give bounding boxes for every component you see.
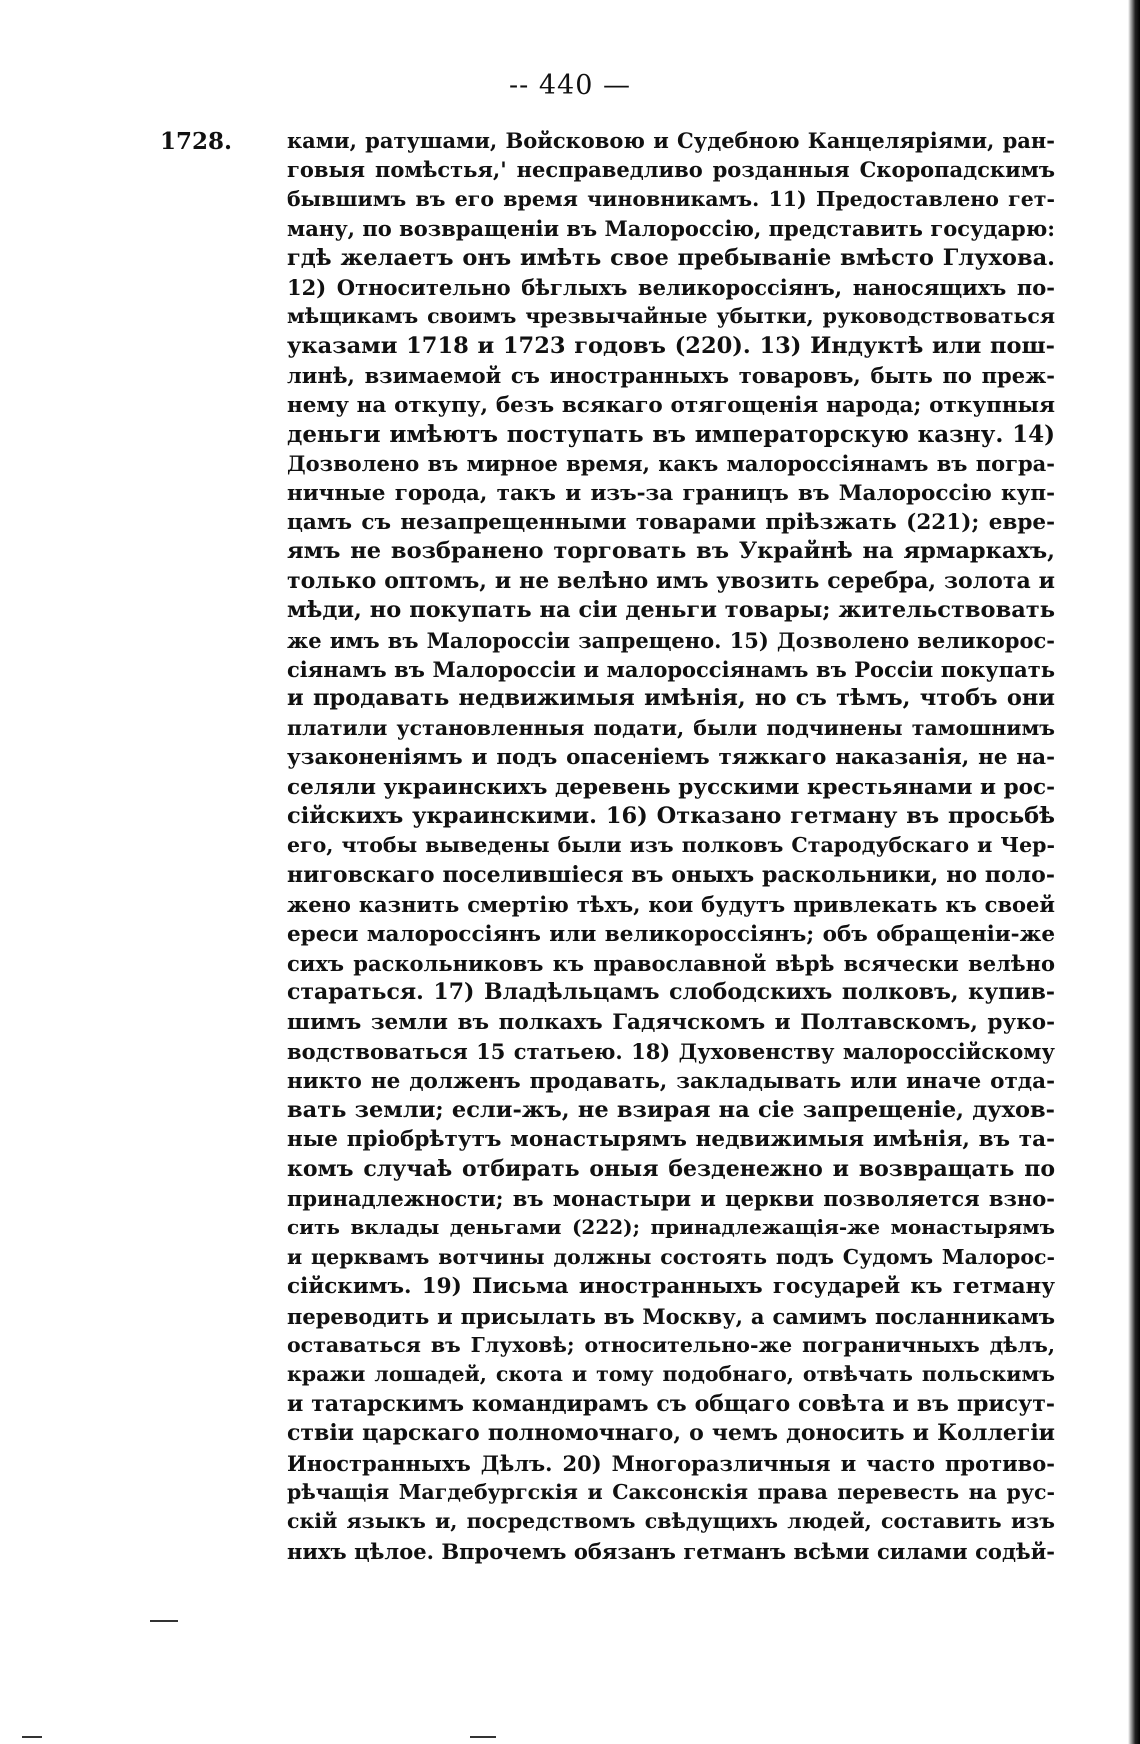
- text-line: ками, ратушами, Войсковою и Судебною Канцеляріями, ран-: [287, 128, 1055, 153]
- text-line: вать земли; если-жъ, не взирая на сіе запрещеніе, духов-: [287, 1096, 1055, 1123]
- text-line: селяли украинскихъ деревень русскими крестьянами и рос-: [287, 774, 1055, 800]
- text-line: ереси малороссіянъ или великороссіянъ; объ обращеніи-же: [287, 921, 1055, 947]
- text-line: комъ случаѣ отбирать оныя безденежно и возвращать по: [287, 1155, 1055, 1182]
- text-line: стараться. 17) Владѣльцамъ слободскихъ полковъ, купив-: [287, 979, 1055, 1006]
- text-line: переводить и присылать въ Москву, а самимъ посланникамъ: [287, 1303, 1055, 1329]
- text-line: принадлежности; въ монастыри и церкви позволяется взно-: [287, 1186, 1055, 1212]
- text-line: же имъ въ Малороссіи запрещено. 15) Дозволено великорос-: [287, 627, 1055, 653]
- text-line: и татарскимъ командирамъ съ общаго совѣта и въ присут-: [287, 1390, 1055, 1417]
- book-spine-shadow: [1128, 0, 1140, 1744]
- text-line: ные пріобрѣтутъ монастырямъ недвижимыя имѣнія, въ та-: [287, 1127, 1055, 1153]
- text-line: ману, по возвращеніи въ Малороссію, представить государю:: [287, 216, 1055, 242]
- text-line: скій языкъ и, посредствомъ свѣдущихъ людей, составить изъ: [287, 1509, 1055, 1534]
- text-line: только оптомъ, и не велѣно имъ увозить серебра, золота и: [287, 567, 1055, 594]
- text-line: платили установленныя подати, были подчинены тамошнимъ: [287, 715, 1055, 740]
- page-number: -- 440 —: [509, 70, 631, 101]
- text-line: Дозволено въ мирное время, какъ малороссіянамъ въ погра-: [287, 451, 1055, 477]
- text-line: цамъ съ незапрещенными товарами пріѣзжать (221); евре-: [287, 510, 1055, 536]
- text-line: гдѣ желаетъ онъ имѣть свое пребываніе вмѣсто Глухова.: [287, 244, 1055, 271]
- text-line: сіянамъ въ Малороссіи и малороссіянамъ въ Россіи покупать: [287, 657, 1055, 683]
- text-line: нему на откупу, безъ всякаго отягощенія народа; откупныя: [287, 392, 1055, 418]
- text-line: водствоваться 15 статьею. 18) Духовенству малороссійскому: [287, 1039, 1055, 1065]
- text-line: мѣщикамъ своимъ чрезвычайные убытки, руководствоваться: [287, 304, 1055, 329]
- text-line: ствіи царскаго полномочнаго, о чемъ доносить и Коллегіи: [287, 1420, 1055, 1447]
- text-line: деньги имѣютъ поступать въ императорскую казну. 14): [287, 420, 1055, 448]
- text-line: ямъ не возбранено торговать въ Украйнѣ на ярмаркахъ,: [287, 538, 1055, 565]
- text-line: рѣчащія Магдебургскія и Саксонскія права перевесть на рус-: [287, 1479, 1055, 1504]
- text-line: и церквамъ вотчины должны состоять подъ Судомъ Малорос-: [287, 1244, 1055, 1269]
- body-text: [287, 126, 1055, 1566]
- text-line: говыя помѣстья,' несправедливо розданныя Скоропадскимъ: [287, 157, 1055, 183]
- text-line: ничные города, такъ и изъ-за границъ въ Малороссію куп-: [287, 480, 1055, 506]
- text-line: кражи лошадей, скота и тому подобнаго, отвѣчать польскимъ: [287, 1362, 1055, 1387]
- margin-mark: [22, 1736, 42, 1738]
- margin-mark: [470, 1736, 496, 1738]
- text-line: ниговскаго поселившіеся въ оныхъ раскольники, но поло-: [287, 861, 1055, 888]
- text-line: Иностранныхъ Дѣлъ. 20) Многоразличныя и часто противо-: [287, 1450, 1055, 1476]
- text-line: сихъ раскольниковъ къ православной вѣрѣ всячески велѣно: [287, 950, 1055, 976]
- text-line: указами 1718 и 1723 годовъ (220). 13) Индуктѣ или пош-: [287, 332, 1055, 359]
- text-line: сійскихъ украинскими. 16) Отказано гетману въ просьбѣ: [287, 802, 1055, 829]
- text-line: линѣ, взимаемой съ иностранныхъ товаровъ, быть по преж-: [287, 363, 1055, 389]
- text-line: сить вклады деньгами (222); принадлежащія-же монастырямъ: [287, 1215, 1055, 1240]
- text-line: бывшимъ въ его время чиновникамъ. 11) Предоставлено гет-: [287, 186, 1055, 211]
- text-line: мѣди, но покупать на сіи деньги товары; жительствовать: [287, 597, 1055, 624]
- text-line: и продавать недвижимыя имѣнія, но съ тѣмъ, чтобъ они: [287, 685, 1055, 712]
- margin-year: 1728.: [160, 128, 233, 155]
- text-line: сійскимъ. 19) Письма иностранныхъ государей къ гетману: [287, 1274, 1055, 1300]
- text-line: узаконеніямъ и подъ опасеніемъ тяжкаго наказанія, не на-: [287, 745, 1055, 771]
- text-line: никто не долженъ продавать, закладывать или иначе отда-: [287, 1068, 1055, 1094]
- margin-mark: [150, 1620, 178, 1622]
- text-line: шимъ земли въ полкахъ Гадячскомъ и Полтавскомъ, руко-: [287, 1009, 1055, 1035]
- text-line: его, чтобы выведены были изъ полковъ Стародубскаго и Чер-: [287, 833, 1055, 858]
- text-line: оставаться въ Глуховѣ; относительно-же пограничныхъ дѣлъ,: [287, 1333, 1055, 1358]
- text-line: жено казнить смертію тѣхъ, кои будутъ привлекать къ своей: [287, 892, 1055, 918]
- text-line: 12) Относительно бѣглыхъ великороссіянъ, наносящихъ по-: [287, 274, 1055, 300]
- text-line: нихъ цѣлое. Впрочемъ обязанъ гетманъ всѣми силами содѣй-: [287, 1538, 1055, 1564]
